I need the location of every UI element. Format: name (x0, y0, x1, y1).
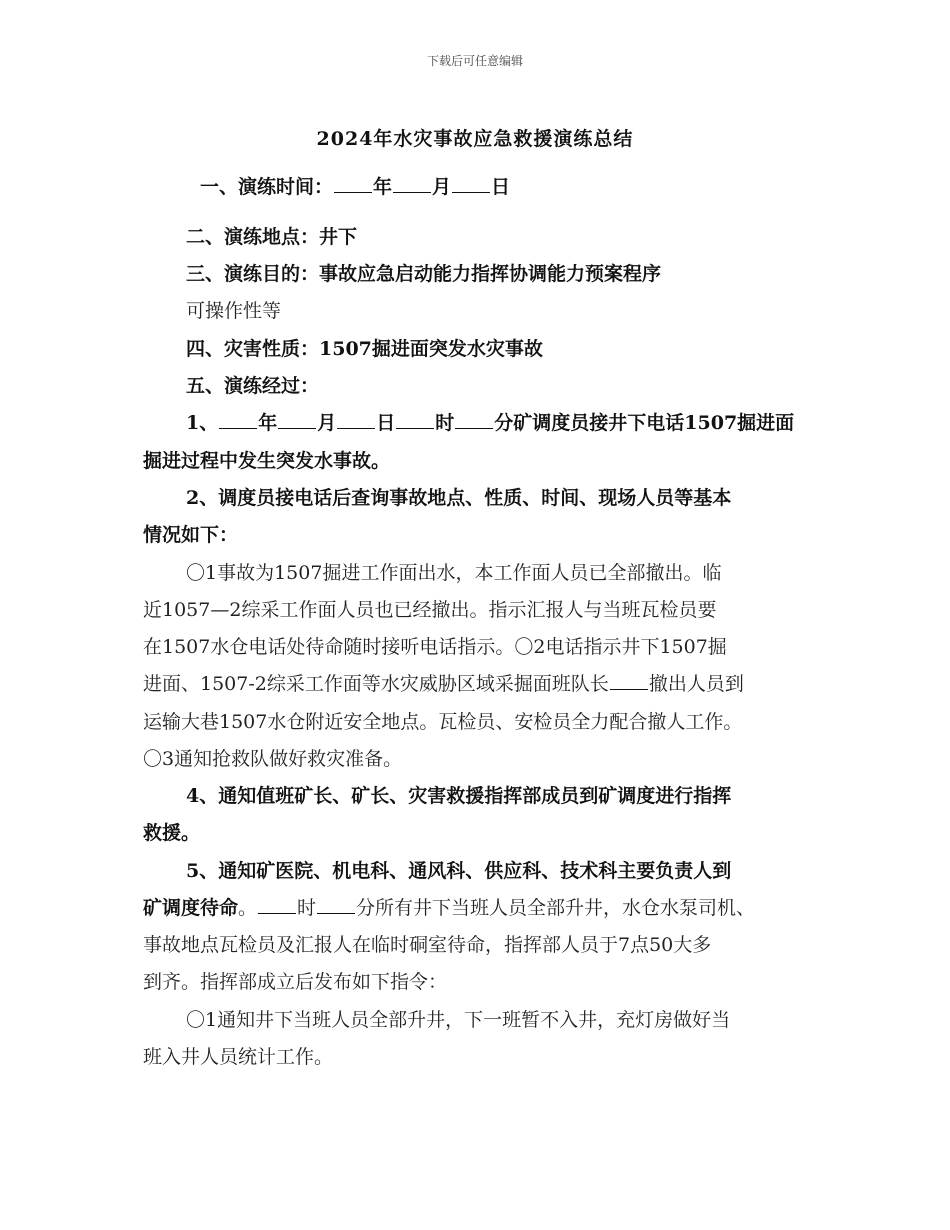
paragraph-3-line4: 进面、1507-2综采工作面等水灾威胁区域采掘面班队长 撤出人员到 (143, 673, 744, 695)
blank-field (317, 912, 355, 914)
blank-field (610, 688, 648, 690)
paragraph-3-line5: 运输大巷1507水仓附近安全地点。瓦检员、安检员全力配合撤人工作。 (143, 711, 743, 733)
section-5-process: 五、演练经过： (186, 375, 320, 397)
paragraph-5-line2: 矿调度待命。 时 分所有井下当班人员全部升井，水仓水泵司机、 (143, 897, 756, 919)
paragraph-1-line1: 1、 年 月 日 时 分矿调度员接井下电话1507掘进面 (186, 412, 795, 434)
blank-field (452, 191, 490, 193)
blank-field (337, 427, 375, 429)
blank-field (334, 191, 372, 193)
paragraph-3-line6: 〇3通知抢救队做好救灾准备。 (143, 748, 403, 770)
blank-field (393, 191, 431, 193)
paragraph-1-line2: 掘进过程中发生突发水事故。 (143, 450, 391, 472)
paragraph-3-line3: 在1507水仓电话处待命随时接听电话指示。〇2电话指示井下1507掘 (143, 636, 727, 658)
paragraph-3-line1: 〇1事故为1507掘进工作面出水，本工作面人员已全部撤出。临 (186, 562, 722, 584)
paragraph-2-line1: 2、调度员接电话后查询事故地点、性质、时间、现场人员等基本 (186, 487, 732, 509)
paragraph-4-line2: 救援。 (143, 822, 201, 844)
document-title: 2024年水灾事故应急救援演练总结 (316, 128, 634, 150)
section-1-time: 一、演练时间： 年 月 日 (200, 176, 511, 198)
paragraph-5-line4: 到齐。指挥部成立后发布如下指令： (143, 971, 448, 993)
blank-field (396, 427, 434, 429)
section-3-purpose: 三、演练目的：事故应急启动能力指挥协调能力预案程序 (186, 263, 662, 285)
paragraph-6-line1: 〇1通知井下当班人员全部升井，下一班暂不入井，充灯房做好当 (186, 1009, 731, 1031)
paragraph-5-line1: 5、通知矿医院、机电科、通风科、供应科、技术科主要负责人到 (186, 860, 732, 882)
page-header: 下载后可任意编辑 (426, 54, 523, 68)
paragraph-6-line2: 班入井人员统计工作。 (143, 1046, 334, 1068)
section-1-label: 一、演练时间： (200, 176, 334, 198)
section-2-location: 二、演练地点：井下 (186, 226, 358, 248)
blank-field (258, 912, 296, 914)
paragraph-2-line2: 情况如下： (143, 524, 239, 546)
paragraph-3-line2: 近1057—2综采工作面人员也已经撤出。指示汇报人与当班瓦检员要 (143, 599, 717, 621)
paragraph-4-line1: 4、通知值班矿长、矿长、灾害救援指挥部成员到矿调度进行指挥 (186, 785, 732, 807)
blank-field (219, 427, 257, 429)
blank-field (278, 427, 316, 429)
section-3-continued: 可操作性等 (186, 300, 282, 322)
section-4-nature: 四、灾害性质：1507掘进面突发水灾事故 (186, 338, 543, 360)
blank-field (455, 427, 493, 429)
paragraph-5-line3: 事故地点瓦检员及汇报人在临时硐室待命，指挥部人员于7点50大多 (143, 934, 712, 956)
